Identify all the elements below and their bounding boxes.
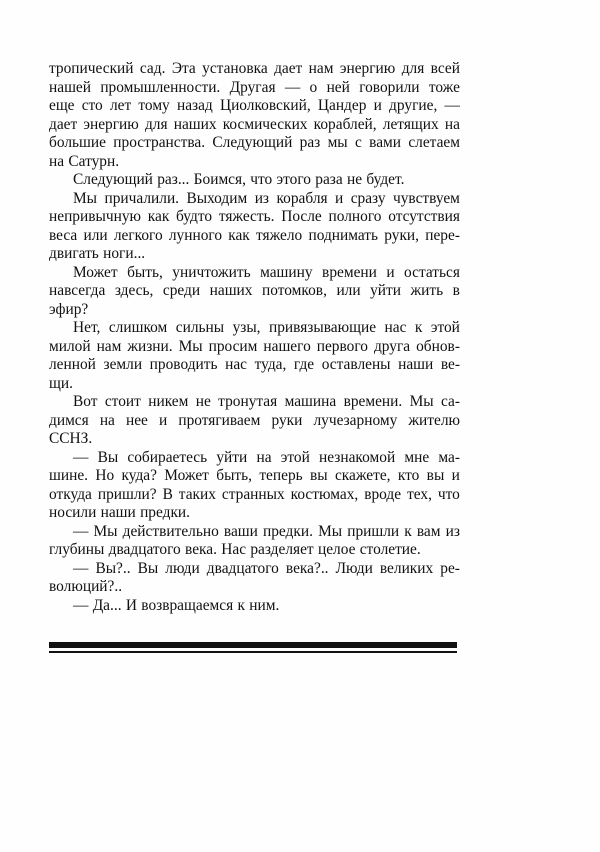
text-line: — Мы действительно ваши предки. Мы пришли к вам из bbox=[73, 522, 460, 540]
text-line: еще сто лет тому назад Циолковский, Цандер и другие, — bbox=[49, 97, 460, 114]
text-line: откуда пришли? В таких странных костюмах, вроде тех, что bbox=[49, 485, 460, 503]
text-line: дает энергию для наших космических кораблей, летящих на bbox=[49, 115, 460, 133]
text-line: на Сатурн. bbox=[49, 152, 120, 170]
text-line: глубины двадцатого века. Нас разделяет целое столетие. bbox=[49, 541, 421, 558]
section-divider-thick bbox=[49, 642, 457, 648]
text-line: Вот стоит никем не тронутая машина времени. Мы са- bbox=[73, 393, 460, 410]
text-line: большие пространства. Следующий раз мы с вами слетаем bbox=[49, 134, 460, 151]
paragraph bbox=[49, 171, 460, 190]
section-divider-thin bbox=[49, 651, 457, 653]
paragraph bbox=[49, 319, 460, 393]
text-line: Следующий раз... Боимся, что этого раза не будет. bbox=[73, 171, 405, 188]
text-line: — Да... И возвращаемся к ним. bbox=[73, 596, 280, 614]
text-line: ССНЗ. bbox=[49, 430, 93, 447]
text-line: — Вы?.. Вы люди двадцатого века?.. Люди великих ре- bbox=[73, 559, 460, 577]
paragraph bbox=[49, 264, 460, 320]
text-line: Мы причалили. Выходим из корабля и сразу чувствуем bbox=[73, 189, 460, 207]
text-line: тропический сад. Эта установка дает нам энергию для всей bbox=[49, 60, 460, 77]
text-line: Нет, слишком сильны узы, привязывающие нас к этой bbox=[73, 319, 460, 336]
page-text bbox=[49, 60, 460, 615]
text-line: веса или легкого лунного как тяжело поднимать руки, пере- bbox=[49, 226, 460, 244]
text-line: щи. bbox=[49, 374, 73, 392]
text-line: Может быть, уничтожить машину времени и остаться bbox=[73, 263, 460, 281]
paragraph bbox=[49, 60, 460, 171]
text-line: ленной земли проводить нас туда, где оставлены наши ве- bbox=[49, 356, 460, 373]
text-line: волюций?.. bbox=[49, 578, 123, 595]
text-line: непривычную как будто тяжесть. После полного отсутствия bbox=[49, 208, 460, 225]
text-line: эфир? bbox=[49, 300, 89, 318]
paragraph bbox=[49, 449, 460, 523]
text-line: милой нам жизни. Мы просим нашего первого друга обнов- bbox=[49, 337, 460, 355]
text-line: димся на нее и протягиваем руки лучезарному жителю bbox=[49, 411, 460, 429]
text-line: нашей промышленности. Другая — о ней говорили тоже bbox=[49, 78, 460, 96]
text-line: двигать ноги... bbox=[49, 245, 146, 262]
paragraph bbox=[49, 393, 460, 449]
paragraph bbox=[49, 523, 460, 560]
paragraph bbox=[49, 597, 460, 616]
paragraph bbox=[49, 190, 460, 264]
text-line: шине. Но куда? Может быть, теперь вы скажете, кто вы и bbox=[49, 467, 460, 484]
paragraph bbox=[49, 560, 460, 597]
text-line: носили наши предки. bbox=[49, 504, 191, 521]
text-line: навсегда здесь, среди наших потомков, или уйти жить в bbox=[49, 282, 460, 299]
text-line: — Вы собираетесь уйти на этой незнакомой мне ма- bbox=[73, 448, 460, 466]
